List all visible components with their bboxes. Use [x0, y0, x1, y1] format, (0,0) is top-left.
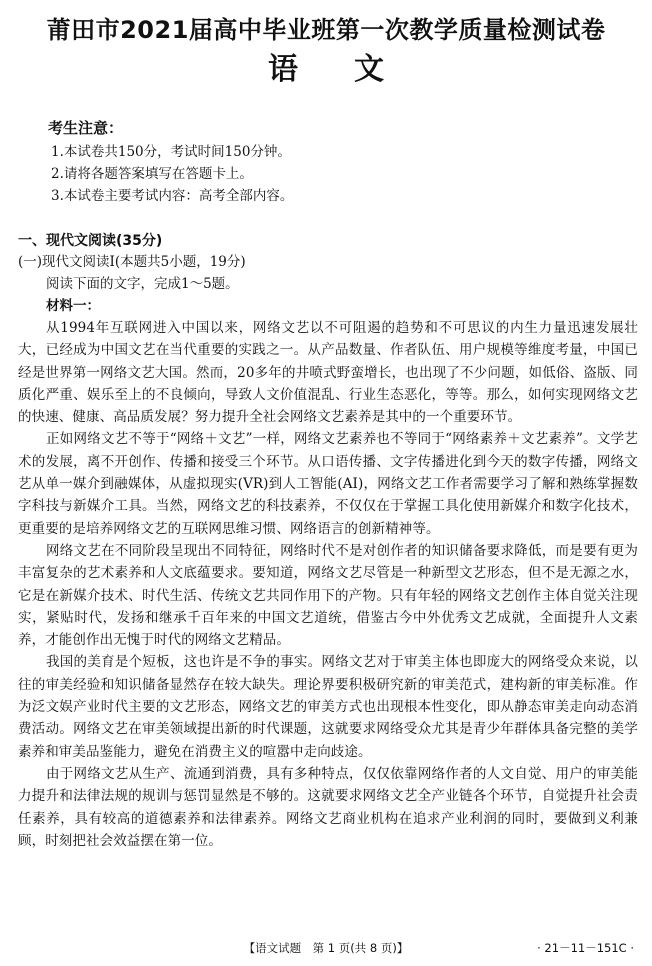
reading-instruction: 阅读下面的文字，完成1～5题。 [46, 276, 239, 292]
notice-item: 1.本试卷共150分，考试时间150分钟。 [51, 144, 291, 160]
passage-paragraph: 网络文艺在不同阶段呈现出不同特征，网络时代不是对创作者的知识储备要求降低，而是要有更为丰富复杂的艺术素养和人文底蕴要求。要知道，网络文艺尽管是一种新型文艺形态，但不是无源之水，它是在新媒介技术、时代生活、传统文艺共同作用下的产物。只有年轻的网络文艺创作主体自觉关注现实，紧贴时代，发扬和继承千百年来的中国文艺道统，借鉴古今中外优秀文艺成就，全面提升人文素养，才能创作出无愧于时代的网络文艺精品。 [18, 542, 638, 649]
page-footer [0, 938, 652, 958]
material-label: 材料一： [46, 298, 100, 314]
page-number-label: 【语文试题 第 1 页(共 8 页)】 [243, 941, 409, 955]
passage-paragraph: 从1994年互联网进入中国以来，网络文艺以不可阻遏的趋势和不可思议的内生力量迅速发展壮大，已经成为中国文艺在当代重要的实践之一。从产品数量、作者队伍、用户规模等维度考量，中国已经是世界第一网络文艺大国。然而，20多年的井喷式野蛮增长，也出现了不少问题，如低俗、盗版、同质化严重、娱乐至上的不良倾向，导致人文价值混乱、行业生态恶化，等等。那么，如何实现网络文艺的快速、健康、高品质发展？努力提升全社会网络文艺素养是其中的一个重要环节。 [18, 320, 638, 426]
notice-title: 考生注意： [48, 119, 124, 137]
section-subheading: (一)现代文阅读Ⅰ(本题共5小题，19分) [18, 254, 246, 270]
exam-title: 莆田市2021届高中毕业班第一次教学质量检测试卷 [46, 16, 606, 44]
subject-title: 语文 [268, 52, 440, 87]
passage-paragraph: 我国的美育是个短板，这也许是不争的事实。网络文艺对于审美主体也即庞大的网络受众来说，以往的审美经验和知识储备显然存在较大缺失。理论界要积极研究新的审美范式，建构新的审美标准。作为泛文娱产业时代主要的文艺形态，网络文艺的审美方式也出现根本性变化，即从静态审美走向动态消费活动。网络文艺在审美领域提出新的时代课题，这就要求网络受众尤其是青少年群体具备完整的美学素养和审美品鉴能力，避免在消费主义的喧嚣中走向歧途。 [18, 654, 638, 760]
section-heading: 一、现代文阅读(35分) [18, 233, 163, 249]
exam-code: · 21－11－151C · [537, 941, 634, 955]
candidate-notice [48, 117, 608, 207]
notice-item: 2.请将各题答案填写在答题卡上。 [51, 166, 253, 182]
passage-paragraph: 由于网络文艺从生产、流通到消费，具有多种特点，仅仅依靠网络作者的人文自觉、用户的审美能力提升和法律法规的规训与惩罚显然是不够的。这就要求网络文艺全产业链各个环节，自觉提升社会责任素养，具有较高的道德素养和法律素养。网络文艺商业机构在追求产业利润的同时，要做到义利兼顾，时刻把社会效益摆在第一位。 [18, 765, 638, 849]
notice-item: 3.本试卷主要考试内容：高考全部内容。 [51, 188, 294, 204]
passage-paragraph: 正如网络文艺不等于“网络＋文艺”一样，网络文艺素养也不等同于“网络素养＋文艺素养”。文学艺术的发展，离不开创作、传播和接受三个环节。从口语传播、文字传播进化到今天的数字传播，网络文艺从单一媒介到融媒体，从虚拟现实(VR)到人工智能(AI)，网络文艺工作者需要学习了解和熟练掌握数字科技与新媒介工具。当然，网络文艺的科技素养，不仅仅在于掌握工具化使用新媒介和数字化技术，更重要的是培养网络文艺的互联网思维习惯、网络语言的创新精神等。 [18, 431, 638, 537]
reading-section [18, 231, 638, 852]
